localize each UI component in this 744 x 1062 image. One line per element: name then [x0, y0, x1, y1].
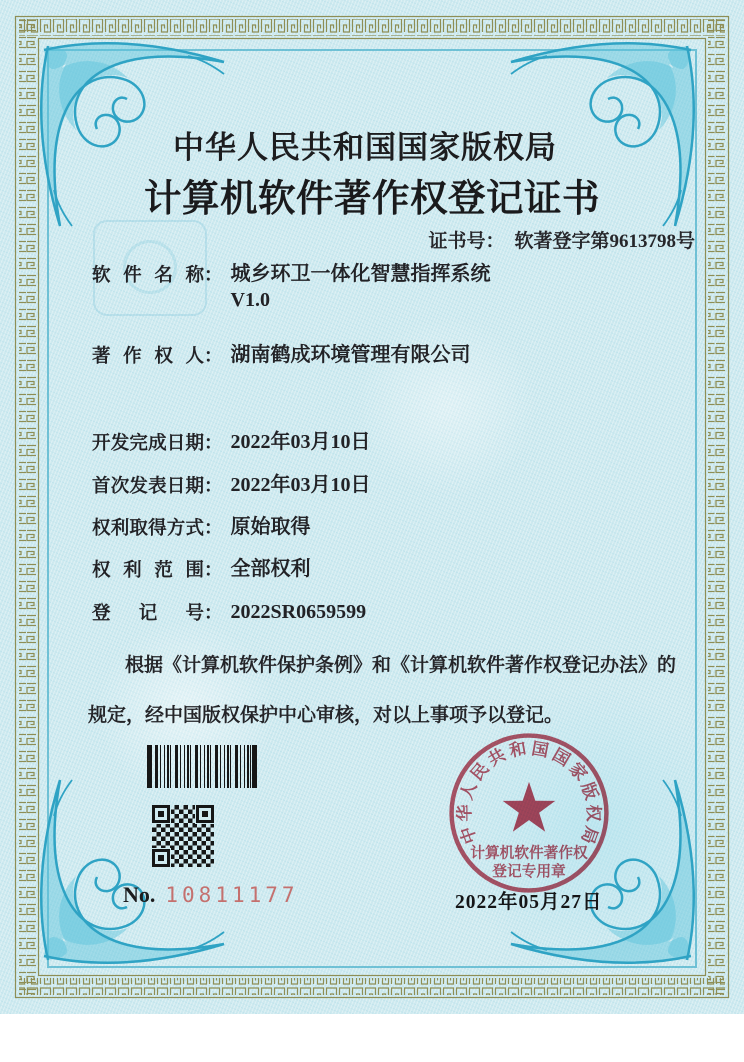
- authority-title: 中华人民共和国国家版权局: [173, 130, 557, 165]
- field-label: 软件名称 ：: [92, 266, 223, 286]
- star-icon: [503, 782, 556, 832]
- field-value: 原始取得: [230, 516, 311, 538]
- seal-arc-text: 中华人民共和国国家版权局: [455, 738, 603, 847]
- field-label: 权利范围 ：: [92, 561, 223, 581]
- qr-finder-icon: [196, 805, 214, 823]
- field-value: 湖南鹤成环境管理有限公司: [230, 344, 471, 366]
- field-label: 著作权人 ：: [92, 347, 223, 367]
- certificate-number: [428, 226, 695, 253]
- statement-line: 规定，经中国版权保护中心审核，对以上事项予以登记。: [88, 705, 564, 726]
- certificate-number-value: 软著登字第9613798号: [514, 231, 695, 252]
- field-label: 权利取得方式 ：: [92, 519, 223, 539]
- statement-line: 根据《计算机软件保护条例》和《计算机软件著作权登记办法》的: [125, 655, 677, 676]
- serial-label: No.: [123, 882, 156, 907]
- issue-date: 2022年05月27日: [455, 892, 603, 913]
- certificate-title: 计算机软件著作权登记证书: [144, 179, 600, 220]
- serial-number: [123, 882, 299, 908]
- field-value: 2022SR0659599: [230, 601, 367, 623]
- qr-code: [152, 805, 214, 867]
- field-row-copyright-owner: [92, 342, 471, 368]
- field-row-software-name: [92, 261, 491, 313]
- seal-line1: 计算机软件著作权: [470, 845, 588, 862]
- barcode: [147, 745, 257, 788]
- field-label: 登记号 ：: [92, 604, 223, 624]
- field-row-dev-complete-date: [92, 429, 371, 455]
- serial-value: 10811177: [165, 883, 299, 907]
- field-value: 2022年03月10日: [230, 431, 371, 453]
- field-row-rights-scope: [92, 556, 311, 582]
- official-seal: [440, 724, 618, 902]
- qr-finder-icon: [152, 805, 170, 823]
- registration-statement: [88, 650, 676, 727]
- field-value: 2022年03月10日: [230, 474, 371, 496]
- field-row-first-publish-date: [92, 472, 371, 498]
- field-value: 全部权利: [230, 558, 311, 580]
- seal-line2: 登记专用章: [492, 864, 566, 881]
- field-label: 首次发表日期 ：: [92, 477, 223, 497]
- qr-finder-icon: [152, 849, 170, 867]
- field-label: 开发完成日期 ：: [92, 434, 223, 454]
- certificate-number-label: 证书号：: [428, 231, 505, 252]
- field-value: 城乡环卫一体化智慧指挥系统 V1.0: [230, 263, 491, 311]
- field-row-registration-number: [92, 599, 366, 625]
- field-row-rights-acquisition: [92, 514, 311, 540]
